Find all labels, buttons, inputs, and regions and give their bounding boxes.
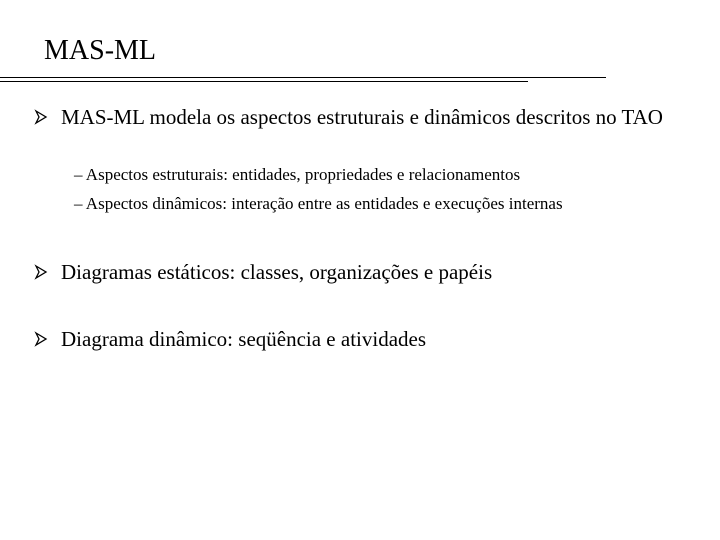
- arrowhead-bullet-icon: [34, 104, 48, 130]
- title-rule-lower: [0, 81, 528, 82]
- sub-bullet-item: – Aspectos estruturais: entidades, propriedades e relacionamentos: [74, 165, 521, 184]
- bullet-text: Diagramas estáticos: classes, organizações e papéis: [61, 260, 493, 284]
- slide-title: MAS-ML: [44, 35, 157, 66]
- bullet-text: MAS-ML modela os aspectos estruturais e dinâmicos descritos no TAO: [61, 105, 663, 129]
- sub-bullet-item: – Aspectos dinâmicos: interação entre as entidades e execuções internas: [74, 194, 563, 213]
- bullet-text: Diagrama dinâmico: seqüência e atividades: [61, 327, 427, 351]
- title-rule-upper: [0, 77, 606, 78]
- arrowhead-bullet-icon: [34, 326, 48, 352]
- arrowhead-bullet-icon: [34, 259, 48, 285]
